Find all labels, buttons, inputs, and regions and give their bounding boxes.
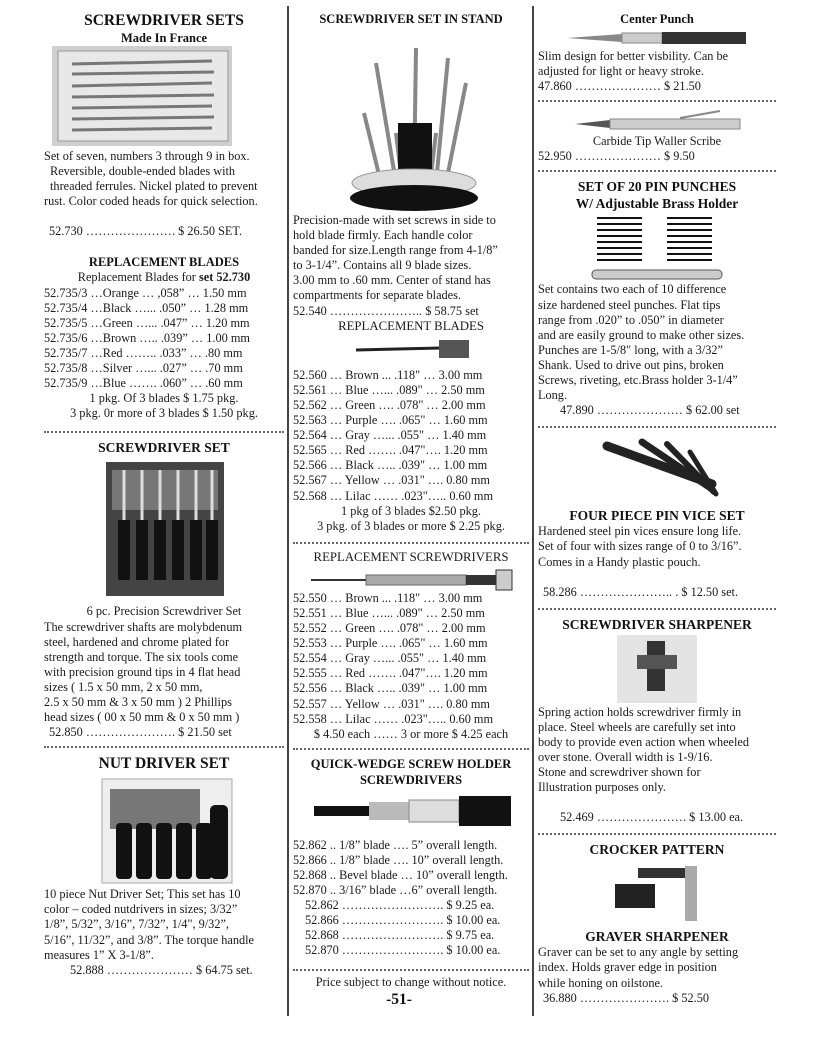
screwdriver-row: 52.553 … Purple …. .065" … 1.60 mm <box>293 636 488 651</box>
blade-row: 52.565 … Red ……. .047"…. 1.20 mm <box>293 443 488 458</box>
desc-line: compartments for separate blades. <box>293 288 461 303</box>
price-line: 52.469 …………………. $ 13.00 ea. <box>560 810 744 825</box>
blade-row: 52.567 … Yellow … .031" …. 0.80 mm <box>293 473 491 488</box>
desc-line: place. Steel wheels are carefully set into <box>538 719 736 734</box>
price-line: 52.950 ………………… $ 9.50 <box>538 149 695 164</box>
desc-line: Slim design for better visbility. Can be <box>538 49 729 63</box>
blade-list <box>44 286 284 392</box>
desc-line: Screws, riveting, etc.Brass holder 3-1/4” <box>538 373 738 388</box>
blade-row: 52.735/6 …Brown ….. .039” … 1.00 mm <box>44 330 250 345</box>
section-title: REPLACEMENT BLADES <box>338 318 484 333</box>
desc-line: Set of four with sizes range of 0 to 3/16”. <box>538 539 742 554</box>
desc-line: steel, hardened and chrome plated for <box>44 634 230 649</box>
blade-row: 52.564 … Gray …... .055" … 1.40 mm <box>293 428 487 443</box>
price-line: 36.880 …………………. $ 52.50 <box>543 990 710 1005</box>
screwdriver-row: 52.558 … Lilac …… .023"….. 0.60 mm <box>293 711 494 726</box>
desc-line: body to provide even action when wheeled <box>538 734 750 749</box>
dotted-divider <box>44 431 284 433</box>
each-price: $ 4.50 each …… 3 or more $ 4.25 each <box>313 726 509 741</box>
desc-line: Hardened steel pin vices ensure long life. <box>538 524 742 539</box>
blade-row: 52.566 … Black ….. .039" … 1.00 mm <box>293 458 488 473</box>
desc-line: 1/8”, 5/32”, 3/16”, 7/32”, 1/4", 9/32”, <box>44 917 229 932</box>
description <box>538 524 776 569</box>
desc-line: Graver can be set to any angle by setting <box>538 945 739 960</box>
desc-line: sizes ( 1.5 x 50 mm, 2 x 50 mm, <box>44 679 203 694</box>
section-subtitle: Made In France <box>120 31 208 45</box>
price-line: 52.850 …………………. $ 21.50 set <box>49 725 232 740</box>
desc-line: Illustration purposes only. <box>538 780 666 795</box>
desc-line: adjusted for light or heavy stroke. <box>538 64 704 79</box>
page-number: -51- <box>386 990 412 1008</box>
desc-line: hold blade firmly. Each handle color <box>293 228 473 243</box>
desc-line: while honing on oilstone. <box>538 975 664 990</box>
dotted-divider <box>538 426 776 428</box>
footer-note: Price subject to change without notice. <box>315 974 507 989</box>
desc-line: Spring action holds screwdriver firmly in <box>538 704 742 719</box>
screwdriver-sets-box-image <box>52 46 232 146</box>
carbide-scribe-image <box>570 108 745 134</box>
desc-line: to 3-1/4”. Contains all 9 blade sizes. <box>293 258 472 273</box>
desc-line: rust. Color coded heads for quick selection. <box>44 194 258 209</box>
section-title: REPLACEMENT BLADES <box>88 255 240 270</box>
nut-driver-set-image <box>92 775 237 887</box>
spec-row: 52.866 .. 1/8” blade …. 10” overall length. <box>293 852 504 867</box>
price-line: 58.286 ………………….. . $ 12.50 set. <box>543 584 739 599</box>
dotted-divider <box>538 170 776 172</box>
center-punch-image <box>562 27 752 49</box>
caption: 6 pc. Precision Screwdriver Set <box>86 604 242 619</box>
dotted-divider <box>293 969 529 971</box>
description <box>44 149 284 209</box>
price-row: 52.870 ……………………. $ 10.00 ea. <box>305 943 501 958</box>
description <box>44 620 284 726</box>
dotted-divider <box>538 100 776 102</box>
pin-punches-image <box>587 214 727 282</box>
spec-list <box>293 838 529 898</box>
section-title: SCREWDRIVERS <box>359 772 463 787</box>
desc-line: Set of seven, numbers 3 through 9 in box. <box>44 149 250 163</box>
blade-list <box>293 368 529 504</box>
description <box>538 945 776 990</box>
price-row: 52.862 ……………………. $ 9.25 ea. <box>305 898 495 913</box>
spec-row: 52.870 .. 3/16” blade …6” overall length. <box>293 883 498 898</box>
price-line: 52.540 ………………….. $ 58.75 set <box>293 303 479 318</box>
section-title: SCREWDRIVER SHARPENER <box>562 616 752 632</box>
desc-line: size hardened steel punches. Flat tips <box>538 297 721 312</box>
section-title: Center Punch <box>620 12 694 26</box>
screwdriver-row: 52.552 … Green …. .078" … 2.00 mm <box>293 621 486 636</box>
price-line: 52.730 …………………. $ 26.50 SET. <box>49 224 243 239</box>
dotted-divider <box>538 608 776 610</box>
spec-row: 52.868 .. Bevel blade … 10” overall length. <box>293 868 508 882</box>
spec-row: 52.862 .. 1/8” blade …. 5” overall length. <box>293 837 498 852</box>
dotted-divider <box>293 748 529 750</box>
desc-line: The screwdriver shafts are molybdenum <box>44 619 243 634</box>
screwdriver-row: 52.554 … Gray …... .055" … 1.40 mm <box>293 651 487 666</box>
screwdriver-row: 52.550 … Brown ... .118" … 3.00 mm <box>293 590 483 605</box>
desc-line: Set contains two each of 10 difference <box>538 282 727 297</box>
price-row: 52.868 ……………………. $ 9.75 ea. <box>305 928 495 943</box>
section-title: SCREWDRIVER SETS <box>84 12 244 29</box>
desc-line: Reversible, double-ended blades with <box>50 164 236 179</box>
price-list <box>293 898 529 958</box>
desc-line: banded for size.Length range from 4-1/8” <box>293 243 498 258</box>
pkg-price: 1 pkg. Of 3 blades $ 1.75 pkg. <box>89 391 239 406</box>
dotted-divider <box>44 746 284 748</box>
desc-line: with precision ground tips in 4 flat head <box>44 664 241 679</box>
section-title: SCREWDRIVER SET <box>98 440 230 456</box>
desc-line: Stone and screwdriver shown for <box>538 765 701 780</box>
pkg-price: 3 pkg. of 3 blades or more $ 2.25 pkg. <box>317 518 505 533</box>
price-line: 47.890 ………………… $ 62.00 set <box>560 403 740 418</box>
desc-line: range from .020” to .050” in diameter <box>538 312 724 327</box>
blade-row: 52.562 … Green …. .078" … 2.00 mm <box>293 397 486 412</box>
section-title: REPLACEMENT SCREWDRIVERS <box>313 549 509 564</box>
desc-line: 5/16”, 11/32”, and 3/8”. The torque handle <box>44 932 255 947</box>
blade-row: 52.561 … Blue …... .089" … 2.50 mm <box>293 382 485 397</box>
screwdriver-row: 52.551 … Blue …... .089" … 2.50 mm <box>293 605 485 620</box>
description <box>538 282 776 403</box>
desc-line: Shank. Used to drive out pins, broken <box>538 357 724 372</box>
desc-line: 10 piece Nut Driver Set; This set has 10 <box>44 887 241 902</box>
section-title: W/ Adjustable Brass Holder <box>575 196 739 212</box>
section-title: CROCKER PATTERN <box>589 842 725 858</box>
desc-line: head sizes ( 00 x 50 mm & 0 x 50 mm ) <box>44 710 240 725</box>
price-line: 47.860 ………………… $ 21.50 <box>538 79 701 94</box>
blade-row: 52.568 … Lilac …… .023"….. 0.60 mm <box>293 488 494 503</box>
section-title: QUICK-WEDGE SCREW HOLDER <box>310 756 512 771</box>
screwdriver-row: 52.556 … Black ….. .039" … 1.00 mm <box>293 681 488 696</box>
screwdriver-list <box>293 591 529 727</box>
desc-line: and are easily ground to make other sizes. <box>538 327 745 342</box>
replacement-blade-image <box>351 336 471 362</box>
description <box>293 213 529 304</box>
screwdriver-stand-image <box>336 33 486 213</box>
graver-sharpener-image <box>610 862 705 922</box>
desc-line: 2.5 x 50 mm & 3 x 50 mm ) 2 Phillips <box>44 694 232 709</box>
section-title: SCREWDRIVER SET IN STAND <box>319 12 503 26</box>
screwdriver-row: 52.557 … Yellow … .031" …. 0.80 mm <box>293 696 491 711</box>
dotted-divider <box>538 833 776 835</box>
desc-line: Comes in a Handy plastic pouch. <box>538 554 701 569</box>
blade-row: 52.735/4 …Black …... .050” … 1.28 mm <box>44 300 249 315</box>
subtitle-bold: set 52.730 <box>198 270 251 285</box>
blade-row: 52.735/3 …Orange … ,058” … 1.50 mm <box>44 285 247 300</box>
column-2 <box>293 6 529 1009</box>
quick-wedge-screwdriver-image <box>309 792 514 832</box>
desc-line: Long. <box>538 388 568 403</box>
desc-line: color – coded nutdrivers in sizes; 3/32” <box>44 902 238 917</box>
desc-line: Precision-made with set screws in side to <box>293 213 496 227</box>
desc-line: Punches are 1-5/8" long, with a 3/32” <box>538 342 723 357</box>
blade-row: 52.735/7 …Red …….. .033” … .80 mm <box>44 345 243 360</box>
desc-line: over stone. Overall width is 1-9/16. <box>538 749 713 764</box>
blade-row: 52.735/9 …Blue ……. .060” … .60 mm <box>44 376 243 391</box>
caption: Carbide Tip Waller Scribe <box>592 134 722 149</box>
pin-vice-image <box>592 434 722 499</box>
screwdriver-row: 52.555 … Red ……. .047"…. 1.20 mm <box>293 666 488 681</box>
blade-row: 52.735/8 …Silver …... .027” … .70 mm <box>44 361 243 376</box>
desc-line: 3.00 mm to .60 mm. Center of stand has <box>293 273 491 288</box>
screwdriver-sharpener-image <box>617 635 697 703</box>
section-title: SET OF 20 PIN PUNCHES <box>577 179 737 195</box>
pkg-price: 3 pkg. 0r more of 3 blades $ 1.50 pkg. <box>70 406 258 421</box>
replacement-screwdriver-image <box>306 567 516 591</box>
blade-row: 52.735/5 …Green …... .047” … 1.20 mm <box>44 315 250 330</box>
column-1 <box>44 6 284 978</box>
section-subtitle <box>44 270 284 285</box>
desc-line: threaded ferrules. Nickel plated to prevent <box>50 179 258 194</box>
pkg-price: 1 pkg of 3 blades $2.50 pkg. <box>340 503 482 518</box>
price-row: 52.866 ……………………. $ 10.00 ea. <box>305 913 501 928</box>
section-title: FOUR PIECE PIN VICE SET <box>569 508 745 524</box>
column-divider <box>532 6 534 1016</box>
dotted-divider <box>293 542 529 544</box>
desc-line: measures 1” X 3-1/8”. <box>44 947 154 962</box>
price-line: 52.888 ………………… $ 64.75 set. <box>70 962 253 977</box>
blade-row: 52.560 … Brown ... .118" … 3.00 mm <box>293 367 483 382</box>
description <box>44 887 284 962</box>
column-divider <box>287 6 289 1016</box>
blade-row: 52.563 … Purple …. .065" … 1.60 mm <box>293 413 488 428</box>
subtitle-text: Replacement Blades for <box>77 270 199 285</box>
desc-line: strength and torque. The six tools come <box>44 649 239 664</box>
description <box>538 705 776 796</box>
section-title: NUT DRIVER SET <box>98 755 230 773</box>
column-3 <box>538 6 776 1006</box>
description <box>538 49 776 79</box>
section-title: GRAVER SHARPENER <box>585 929 729 945</box>
desc-line: index. Holds graver edge in position <box>538 960 717 975</box>
precision-screwdriver-set-image <box>94 460 234 600</box>
